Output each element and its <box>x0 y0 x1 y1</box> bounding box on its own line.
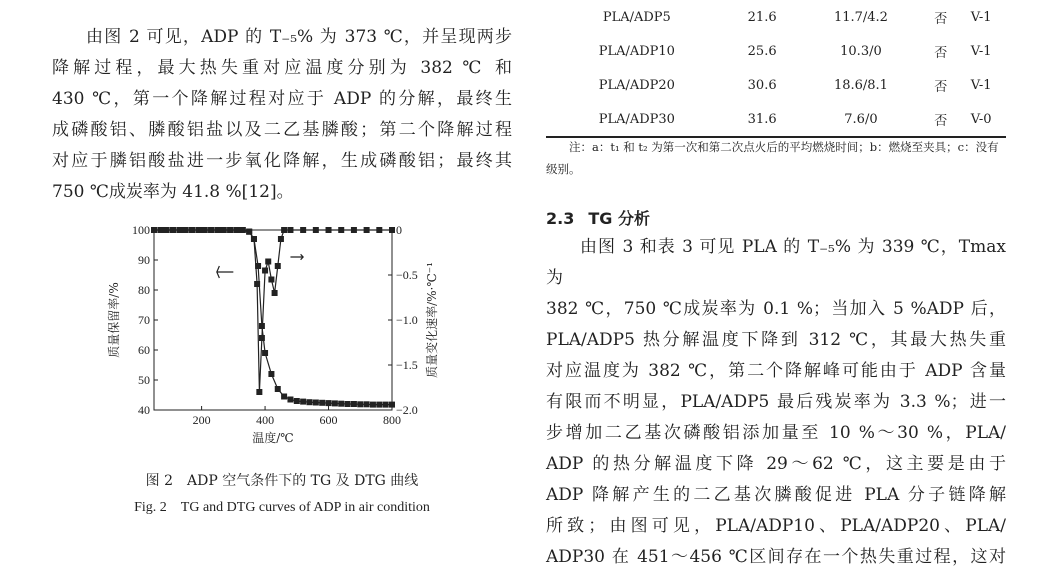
table-cell: V-0 <box>956 102 1006 137</box>
figure-caption-en: Fig. 2 TG and DTG curves of ADP in air condition <box>134 500 430 515</box>
y2-tick-label: −2.0 <box>396 403 418 417</box>
text-line: ADP 降解产生的二乙基次膦酸促进 PLA 分子链降解 <box>546 485 1006 505</box>
tg-point <box>287 397 293 403</box>
dtg-point <box>199 227 205 233</box>
y2-tick-label: −0.5 <box>396 268 418 282</box>
x-axis-label: 温度/℃ <box>252 431 294 445</box>
tg-point <box>281 394 287 400</box>
text-line: ADP30 在 451～456 ℃区间存在一个热失重过程，这对 <box>546 547 1006 567</box>
y-tick-label: 60 <box>138 343 150 357</box>
table-cell: 否 <box>925 102 956 137</box>
table-cell: 否 <box>934 45 948 61</box>
tg-point <box>364 401 370 407</box>
table-cell: V-1 <box>970 9 992 25</box>
tg-point <box>268 371 274 377</box>
table-cell: PLA/ADP5 <box>602 9 671 25</box>
text-line: PLA/ADP5 热分解温度下降到 312 ℃，其最大热失重 <box>546 330 1006 350</box>
dtg-point <box>364 227 370 233</box>
dtg-point <box>389 227 395 233</box>
x-tick-label: 600 <box>319 413 338 427</box>
plot-frame <box>154 230 392 410</box>
dtg-point <box>338 227 344 233</box>
table-cell: 7.6/0 <box>797 102 926 137</box>
dtg-point <box>208 227 214 233</box>
table-cell: PLA/ADP10 <box>598 43 675 59</box>
tg-point <box>300 399 306 405</box>
table-row <box>546 34 1006 68</box>
dtg-point <box>281 227 287 233</box>
table-cell: V-1 <box>970 77 992 93</box>
text-line: 降解过程，最大热失重对应温度分别为 382 ℃ 和 <box>52 58 512 78</box>
tg-point <box>345 401 351 407</box>
text-line: 成磷酸铝、膦酸铝盐以及二乙基膦酸；第二个降解过程 <box>52 120 512 140</box>
x-tick-label: 400 <box>256 413 275 427</box>
dtg-point <box>326 227 332 233</box>
figure-caption-zh: 图 2 ADP 空气条件下的 TG 及 DTG 曲线 <box>145 473 419 489</box>
tg-point <box>370 402 376 408</box>
table-cell: 10.3/0 <box>840 43 882 59</box>
table-note: 注：a：t₁ 和 t₂ 为第一次和第二次点火后的平均燃烧时间；b：燃烧至夹具；c：没有级别。 <box>546 140 999 176</box>
x-tick-label: 800 <box>383 413 401 427</box>
tg-line <box>154 230 392 405</box>
tg-point <box>262 350 268 356</box>
dtg-line <box>154 230 392 392</box>
x-tick-label: 200 <box>192 413 211 427</box>
dtg-point <box>300 227 306 233</box>
dtg-point <box>268 277 274 283</box>
tg-point <box>383 402 389 408</box>
table-row <box>546 0 1006 34</box>
y-tick-label: 40 <box>138 403 150 417</box>
dtg-point <box>170 227 176 233</box>
table-cell: 否 <box>934 79 948 95</box>
tg-point <box>294 398 300 404</box>
table-cell: PLA/ADP20 <box>598 77 675 93</box>
y-tick-label: 70 <box>138 313 150 327</box>
dtg-point <box>180 227 186 233</box>
dtg-point <box>313 227 319 233</box>
section-title: TG 分析 <box>588 209 650 228</box>
dtg-axis-arrow <box>290 254 303 259</box>
text-line: ADP 的热分解温度下降 29～62 ℃，这主要是由于 <box>546 454 1006 474</box>
table-cell: 11.7/4.2 <box>833 9 888 25</box>
y-tick-label: 100 <box>132 223 150 237</box>
table-cell: 21.6 <box>747 9 777 25</box>
dtg-point <box>246 229 252 235</box>
dtg-point <box>259 335 265 341</box>
dtg-point <box>275 263 281 269</box>
dtg-point <box>254 281 260 287</box>
dtg-point <box>256 389 262 395</box>
right-paragraph <box>546 232 1006 573</box>
dtg-point <box>287 227 293 233</box>
text-line: 对应于膦铝酸盐进一步氧化降解，生成磷酸铝；最终其 <box>52 151 512 171</box>
tg-point <box>357 401 363 407</box>
text-line: 382 ℃，750 ℃成炭率为 0.1 %；当加入 5 %ADP 后， <box>546 299 1006 319</box>
text-line: 430 ℃，第一个降解过程对应于 ADP 的分解，最终生 <box>52 89 512 109</box>
tg-dtg-chart <box>100 212 460 452</box>
tg-point <box>313 400 319 406</box>
text-line: 由图 2 可见，ADP 的 T₋₅% 为 373 ℃，并呈现两步 <box>86 27 512 47</box>
text-line: 750 ℃成炭率为 41.8 %[12]。 <box>52 182 294 202</box>
table-cell: 否 <box>934 11 948 27</box>
y2-tick-label: 0 <box>396 223 402 237</box>
y-tick-label: 90 <box>138 253 150 267</box>
y2-axis-label: 质量变化速率/%·℃⁻¹ <box>425 262 439 378</box>
tg-point <box>376 402 382 408</box>
text-line: 对应温度为 382 ℃，第二个降解峰可能由于 ADP 含量 <box>546 361 1006 381</box>
section-number: 2.3 <box>546 209 575 228</box>
dtg-point <box>151 227 157 233</box>
dtg-point <box>351 227 357 233</box>
tg-point <box>351 401 357 407</box>
dtg-point <box>272 290 278 296</box>
dtg-point <box>227 227 233 233</box>
tg-point <box>326 400 332 406</box>
table-cell: 25.6 <box>747 43 777 59</box>
table-cell: 18.6/8.1 <box>833 77 888 93</box>
text-line: 有限而不明显，PLA/ADP5 最后残炭率为 3.3 %；进一 <box>546 392 1006 412</box>
tg-point <box>275 386 281 392</box>
table-row <box>546 102 1006 137</box>
y-tick-label: 80 <box>138 283 150 297</box>
y2-tick-label: −1.5 <box>396 358 418 372</box>
y-axis-label: 质量保留率/% <box>107 282 121 358</box>
dtg-point <box>251 236 257 242</box>
text-line: 步增加二乙基次磷酸铝添加量至 10 %～30 %，PLA/ <box>546 423 1006 443</box>
dtg-point <box>218 227 224 233</box>
results-table <box>546 0 1006 138</box>
dtg-point <box>262 268 268 274</box>
dtg-point <box>161 227 167 233</box>
y-tick-label: 50 <box>138 373 150 387</box>
left-paragraph-lines <box>52 22 512 208</box>
y2-tick-label: −1.0 <box>396 313 418 327</box>
table-cell: 31.6 <box>728 102 797 137</box>
table-row <box>546 68 1006 102</box>
dtg-point <box>189 227 195 233</box>
tg-point <box>306 399 312 405</box>
tg-point <box>319 400 325 406</box>
dtg-point <box>237 227 243 233</box>
tg-axis-arrow <box>217 266 234 278</box>
section-heading <box>546 206 650 229</box>
table-cell: PLA/ADP30 <box>546 102 728 137</box>
right-paragraph-lines <box>546 232 1006 573</box>
tg-point <box>338 401 344 407</box>
text-line: 所致；由图可见，PLA/ADP10、PLA/ADP20、PLA/ <box>546 516 1006 536</box>
dtg-point <box>278 236 284 242</box>
table-cell: 30.6 <box>747 77 777 93</box>
tg-point <box>332 400 338 406</box>
text-line: 由图 3 和表 3 可见 PLA 的 T₋₅% 为 339 ℃，Tmax 为 <box>546 237 1006 288</box>
left-paragraph <box>52 22 512 208</box>
dtg-point <box>376 227 382 233</box>
dtg-point <box>265 259 271 265</box>
tg-point <box>389 402 395 408</box>
table-cell: V-1 <box>970 43 992 59</box>
